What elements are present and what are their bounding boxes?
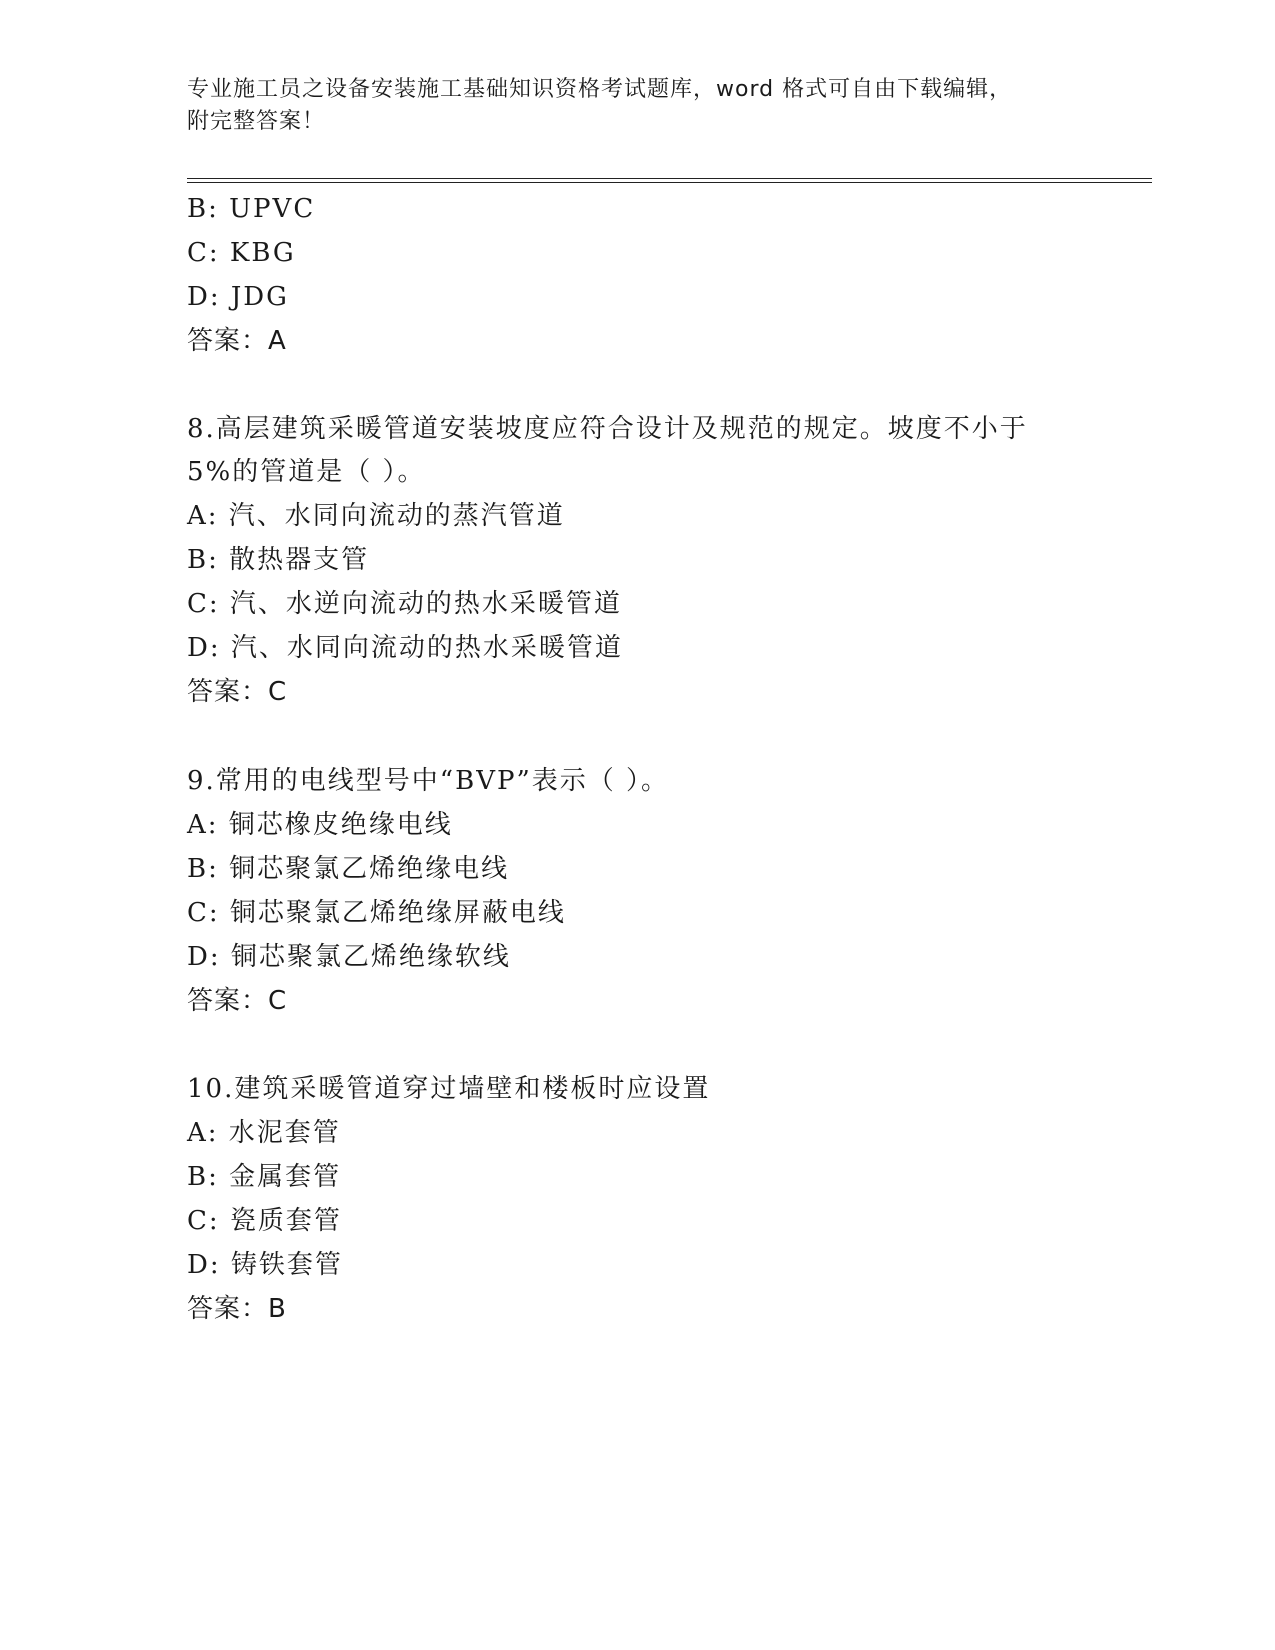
q10-option-d: D: 铸铁套管 — [187, 1250, 343, 1280]
q8-option-b: B: 散热器支管 — [187, 545, 370, 575]
q10-stem: 10.建筑采暖管道穿过墙壁和楼板时应设置 — [187, 1074, 711, 1104]
q9-option-b: B: 铜芯聚氯乙烯绝缘电线 — [187, 854, 510, 884]
q10-answer: 答案：B — [187, 1294, 287, 1324]
header-divider-top — [187, 178, 1152, 179]
q10-option-a: A: 水泥套管 — [187, 1118, 341, 1148]
q9-option-c: C: 铜芯聚氯乙烯绝缘屏蔽电线 — [187, 898, 566, 928]
q10-option-c: C: 瓷质套管 — [187, 1206, 342, 1236]
q8-option-a: A: 汽、水同向流动的蒸汽管道 — [187, 501, 565, 531]
q7-option-d: D: JDG — [187, 282, 289, 312]
q10-option-b: B: 金属套管 — [187, 1162, 342, 1192]
q8-stem-line-1: 8.高层建筑采暖管道安装坡度应符合设计及规范的规定。坡度不小于 — [187, 414, 1028, 444]
q8-answer: 答案：C — [187, 677, 288, 707]
q7-option-c: C: KBG — [187, 238, 296, 268]
header-line-1: 专业施工员之设备安装施工基础知识资格考试题库，word 格式可自由下载编辑， — [187, 77, 1013, 102]
q8-option-d: D: 汽、水同向流动的热水采暖管道 — [187, 633, 623, 663]
header-line-2: 附完整答案！ — [187, 109, 326, 134]
q9-answer: 答案：C — [187, 986, 288, 1016]
q8-option-c: C: 汽、水逆向流动的热水采暖管道 — [187, 589, 622, 619]
q7-option-b: B: UPVC — [187, 194, 316, 224]
q9-option-d: D: 铜芯聚氯乙烯绝缘软线 — [187, 942, 511, 972]
q9-stem: 9.常用的电线型号中“BVP”表示（ ）。 — [187, 766, 670, 796]
q7-answer: 答案：A — [187, 326, 287, 356]
document-header — [187, 74, 1087, 138]
q8-stem-line-2: 5%的管道是（ ）。 — [187, 457, 426, 487]
header-divider-bottom — [187, 182, 1152, 183]
q9-option-a: A: 铜芯橡皮绝缘电线 — [187, 810, 453, 840]
